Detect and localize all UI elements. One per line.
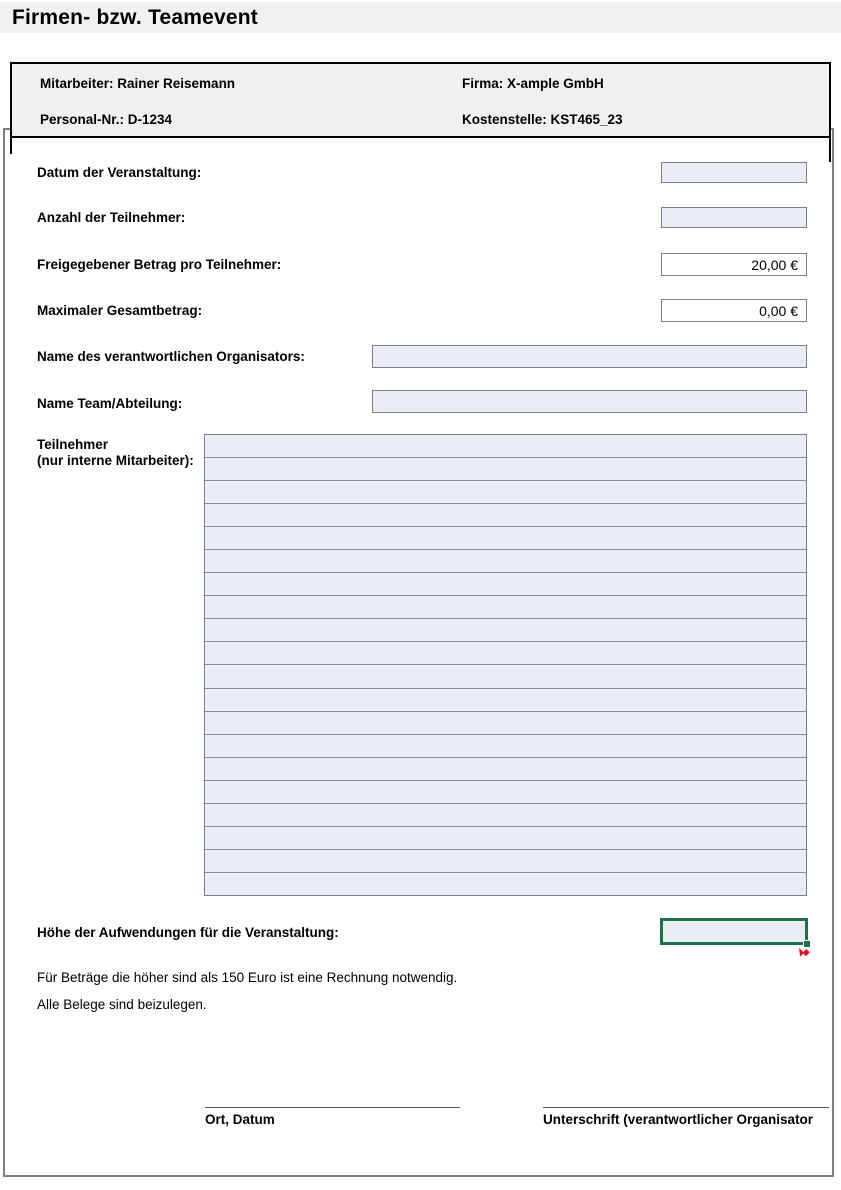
participant-row[interactable] [205,873,806,895]
datum-input[interactable] [661,162,807,183]
participant-row[interactable] [205,642,806,665]
note-rechnung: Für Beträge die höher sind als 150 Euro ist eine Rechnung notwendig. [37,970,458,985]
max-gesamtbetrag-input[interactable] [661,299,807,322]
team-label: Name Team/Abteilung: [37,396,183,411]
teilnehmer-label-line1: Teilnehmer [37,437,109,452]
participant-row[interactable] [205,665,806,688]
unterschrift-label: Unterschrift (verantwortlicher Organisator [543,1112,814,1127]
participant-row[interactable] [205,596,806,619]
ort-datum-signature-line [205,1107,460,1108]
unterschrift-signature-line [543,1107,829,1108]
participant-row[interactable] [205,827,806,850]
participant-row[interactable] [205,504,806,527]
participant-row[interactable] [205,850,806,873]
kostenstelle-text: Kostenstelle: KST465_23 [462,112,623,127]
personal-nr-text: Personal-Nr.: D-1234 [40,112,173,127]
organisator-label: Name des verantwortlichen Organisators: [37,349,305,364]
teilnehmer-label-line2: (nur interne Mitarbeiter): [37,452,194,468]
anzahl-input[interactable] [661,207,807,228]
participant-row[interactable] [205,619,806,642]
participant-row[interactable] [205,458,806,481]
note-belege: Alle Belege sind beizulegen. [37,997,207,1012]
aufwendungen-label: Höhe der Aufwendungen für die Veranstaltung: [37,925,339,940]
max-gesamtbetrag-label: Maximaler Gesamtbetrag: [37,303,203,318]
header-box-border-stub-right [829,138,831,162]
team-input[interactable] [372,390,807,413]
teilnehmer-label [37,437,194,468]
participant-row[interactable] [205,689,806,712]
participant-row[interactable] [205,804,806,827]
anzahl-label: Anzahl der Teilnehmer: [37,210,186,225]
participant-row[interactable] [205,481,806,504]
participant-row[interactable] [205,573,806,596]
participant-row[interactable] [205,758,806,781]
ort-datum-label: Ort, Datum [205,1112,275,1127]
firma-text: Firma: X-ample GmbH [462,76,604,91]
betrag-pro-teilnehmer-input[interactable] [661,253,807,276]
participant-row[interactable] [205,735,806,758]
participant-row[interactable] [205,712,806,735]
header-box-border-stub-left [10,138,12,154]
participant-row[interactable] [205,527,806,550]
organisator-input[interactable] [372,345,807,368]
betrag-pro-teilnehmer-label: Freigegebener Betrag pro Teilnehmer: [37,257,282,272]
participants-list[interactable] [204,434,807,896]
aufwendungen-active-cell[interactable] [660,918,808,945]
participant-row[interactable] [205,781,806,804]
page-title: Firmen- bzw. Teamevent [12,5,258,29]
employee-info-box [10,62,831,138]
mitarbeiter-text: Mitarbeiter: Rainer Reisemann [40,76,236,91]
datum-label: Datum der Veranstaltung: [37,165,202,180]
fill-handle-icon[interactable] [803,940,811,948]
participant-row[interactable] [205,550,806,573]
title-bar [0,2,841,33]
participant-row[interactable] [205,435,806,458]
